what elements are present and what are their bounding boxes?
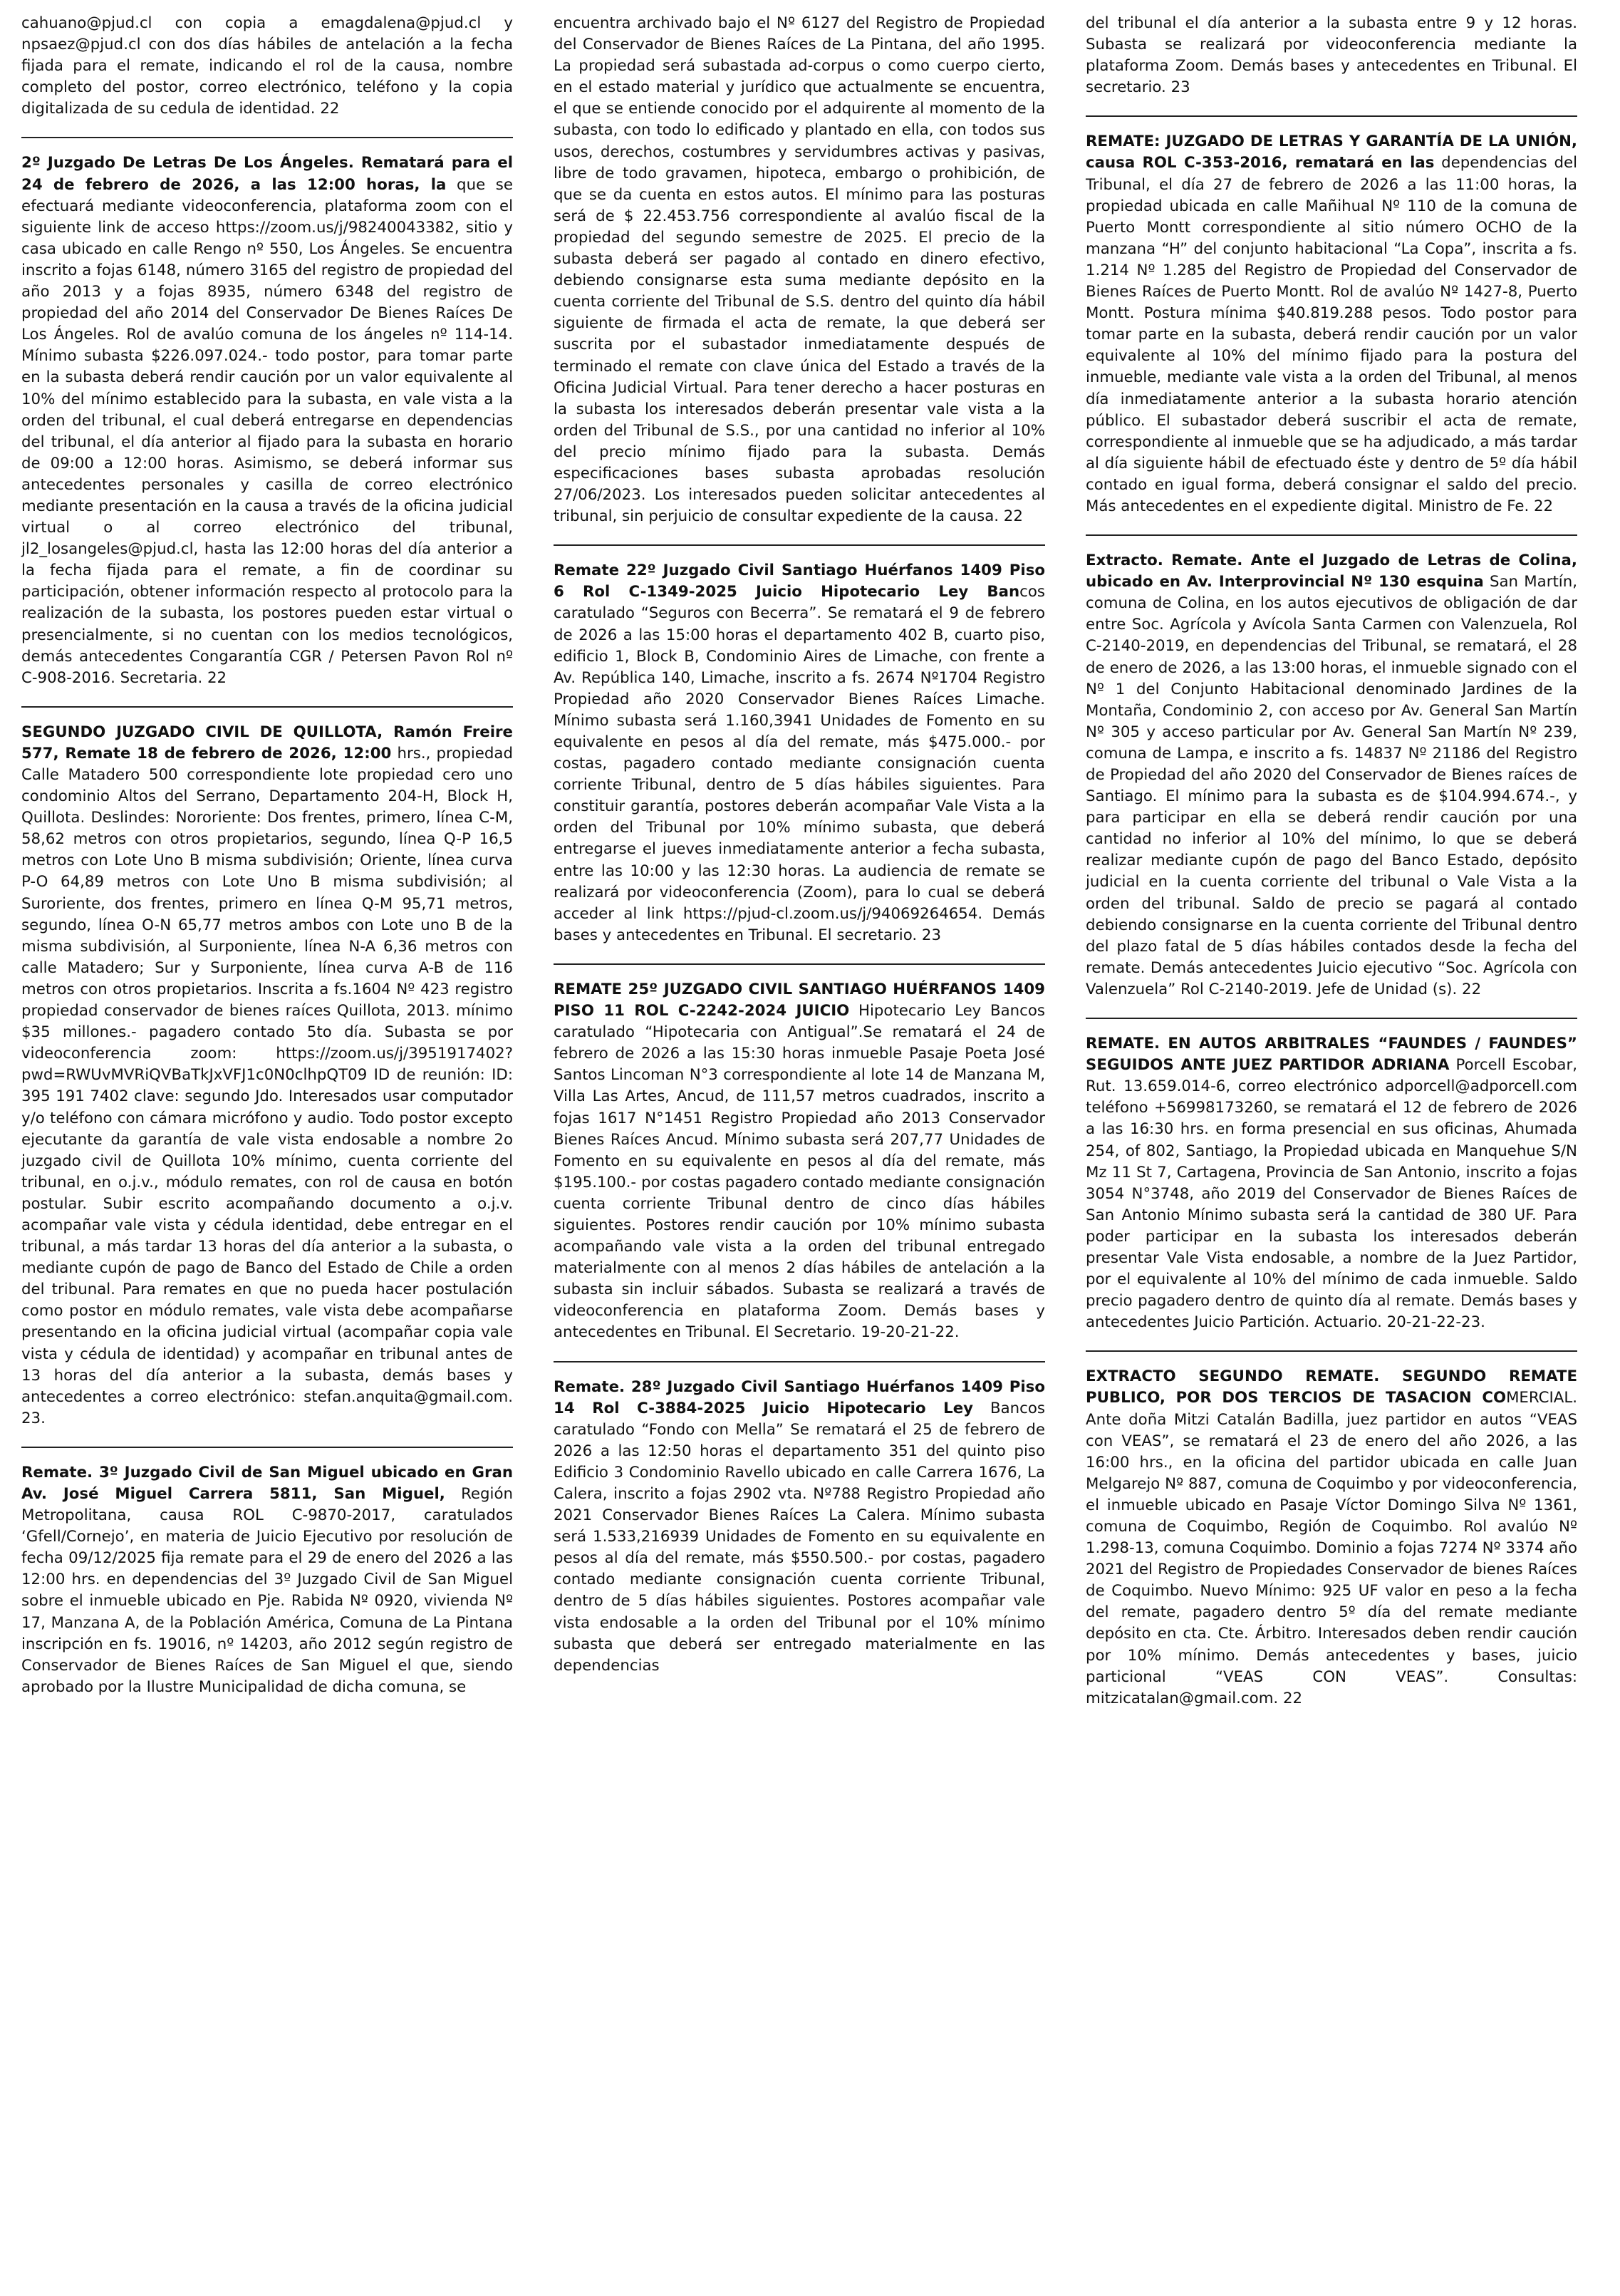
notice-divider bbox=[1086, 1350, 1577, 1352]
legal-notice: del tribunal el día anterior a la subasta entre 9 y 12 horas. Subasta se realizará por videoconferencia mediante la plataforma Zoom. Demás bases y antecedentes en Tribunal. El secretario. 23 bbox=[1086, 14, 1577, 97]
column-2 bbox=[554, 13, 1045, 1694]
legal-notice: REMATE 25º JUZGADO CIVIL SANTIAGO HUÉRFANOS 1409 PISO 11 ROL C-2242-2024 JUICIO Hipotecario Ley Bancos caratulado “Hipotecaria con Antigual”.Se rematará el 24 de febrero de 2026 a las 15:30 horas inmueble Pasaje Poeta José Santos Lincoman N°3 correspondiente al lote 14 de Manzana M, Villa Las Artes, Ancud, de 111,57 metros cuadrados, inscrito a fojas 1617 N°1451 Registro Propiedad año 2013 Conservador Bienes Raíces Ancud. Mínimo subasta será 207,77 Unidades de Fomento en su equivalente en pesos al día del remate, más $195.100.- por costas pagadero contado mediante consignación cuenta corriente Tribunal dentro de cinco días hábiles siguientes. Postores rendir caución por 10% mínimo subasta acompañando vale vista a la orden del tribunal entregado materialmente con al menos 2 días hábiles de antelación a la subasta sin incluir sábados. Subasta se realizará a través de videoconferencia en plataforma Zoom. Demás bases y antecedentes en Tribunal. El Secretario. 19-20-21-22. bbox=[554, 980, 1045, 1342]
notice-divider bbox=[1086, 1018, 1577, 1019]
notice-divider bbox=[21, 706, 513, 708]
legal-notice: REMATE: JUZGADO DE LETRAS Y GARANTÍA DE LA UNIÓN, causa ROL C-353-2016, rematará en las dependencias del Tribunal, el día 27 de febrero de 2026 a las 11:00 horas, la propiedad ubicada en calle Mañihual Nº 110 de la comuna de Puerto Montt correspondiente al sitio número OCHO de la manzana “H” del conjunto habitacional “La Copa”, inscrita a fs. 1.214 Nº 1.285 del Registro de Propiedad del Conservador de Bienes Raíces de Puerto Montt. Rol de avalúo Nº 1427-8, Puerto Montt. Postura mínima $40.819.288 pesos. Todo postor para tomar parte en la subasta, deberá rendir caución por un valor equivalente al 10% del mínimo fijado para la postura del inmueble, mediante vale vista a la orden del Tribunal, al menos día inmediatamente anterior a la subasta horario atención público. El subastador deberá suscribir el acta de remate, correspondiente al inmueble que se ha adjudicado, a más tardar al día siguiente hábil de efectuado éste y dentro de 5º día hábil contado en igual forma, deberá consignar el saldo del precio. Más antecedentes en el expediente digital. Ministro de Fe. 22 bbox=[1086, 133, 1577, 515]
legal-notice: EXTRACTO SEGUNDO REMATE. SEGUNDO REMATE PUBLICO, POR DOS TERCIOS DE TASACION COMERCIAL. Ante doña Mitzi Catalán Badilla, juez partidor en autos “VEAS con VEAS”, se rematará el 23 de enero del año 2026, a las 16:00 hrs., en la oficina del partidor ubicada en calle Juan Melgarejo Nº 887, comuna de Coquimbo y por videoconferencia, el inmueble ubicado en Pasaje Víctor Domingo Silva Nº 1361, comuna de Coquimbo, Región de Coquimbo. Rol avalúo Nº 1.298-13, comuna Coquimbo. Dominio a fojas 7274 Nº 3374 año 2021 del Registro de Propiedades Conservador de bienes Raíces de Coquimbo. Nuevo Mínimo: 925 UF valor en peso a la fecha del remate, pagadero dentro 5º día del remate mediante depósito en cta. Cte. Árbitro. Interesados deben rendir caución por 10% mínimo. Demás antecedentes y bases, juicio particional “VEAS CON VEAS”. Consultas: mitzicatalan@gmail.com. 22 bbox=[1086, 1367, 1577, 1707]
legal-notice: encuentra archivado bajo el Nº 6127 del Registro de Propiedad del Conservador de Bienes Raíces de La Pintana, del año 1995. La propiedad será subastada ad-corpus o como cuerpo cierto, en el estado material y jurídico que actualmente se encuentra, el que se entiende conocido por el adquirente al momento de la subasta, con todo lo edificado y plantado en ella, con todos sus usos, derechos, costumbres y servidumbres activas y pasivas, libre de todo gravamen, hipoteca, embargo o prohibición, de que se da cuenta en estos autos. El mínimo para las posturas será de $ 22.453.756 correspondiente al avalúo fiscal de la propiedad del segundo semestre de 2025. El precio de la subasta deberá ser pagado al contado en dinero efectivo, debiendo consignarse esta suma mediante depósito en la cuenta corriente del Tribunal de S.S. dentro del quinto día hábil siguiente de firmada el acta de remate, la que deberá ser suscrita por el subastador inmediatamente después de terminado el remate con clave única del Estado a través de la Oficina Judicial Virtual. Para tener derecho a hacer posturas en la subasta los interesados deberán presentar vale vista a la orden del Tribunal de S.S., por una cantidad no inferior al 10% del precio mínimo fijado para la subasta. Demás especificaciones bases subasta aprobadas resolución 27/06/2023. Los interesados pueden solicitar antecedentes al tribunal, sin perjuicio de consultar expediente de la causa. 22 bbox=[554, 14, 1045, 526]
notice-divider bbox=[1086, 534, 1577, 536]
notice-divider bbox=[21, 137, 513, 138]
notice-divider bbox=[1086, 115, 1577, 117]
legal-notice: SEGUNDO JUZGADO CIVIL DE QUILLOTA, Ramón Freire 577, Remate 18 de febrero de 2026, 12:00 hrs., propiedad Calle Matadero 500 correspondiente lote propiedad cero uno condominio Altos del Serrano, Departamento 204-H, Block H, Quillota. Deslindes: Nororiente: Dos frentes, primero, línea C-M, 58,62 metros con otros propietarios, segundo, línea Q-P 16,5 metros con Lote Uno B misma subdivisión; Oriente, línea curva P-O 64,89 metros con Lote Uno B misma subdivisión; al Suroriente, dos frentes, primero en línea Q-M 95,71 metros, segundo, línea O-N 65,77 metros ambos con Lote uno B de la misma subdivisión, al Surponiente, línea N-A 6,36 metros con calle Matadero; Sur y Surponiente, línea curva A-B de 116 metros con otros propietarios. Inscrita a fs.1604 Nº 423 registro propiedad conservador de bienes raíces Quillota, 2013. mínimo $35 millones.- pagadero contado 5to día. Subasta se por videoconferencia zoom: https://zoom.us/j/3951917402?pwd=RWUvMVRiQVBaTkJxVFJ1c0N0clhpQT09 ID de reunión: ID: 395 191 7402 clave: segundo Jdo. Interesados usar computador y/o teléfono con cámara micrófono y audio. Todo postor excepto ejecutante da garantía de vale vista endosable a nombre 2o juzgado civil de Quillota 10% mínimo, cuenta corriente del tribunal, en o.j.v., módulo remates, con rol de causa en botón postular. Subir escrito acompañando documento a o.j.v. acompañar vale vista y cédula identidad, debe entregar en el tribunal, a más tardar 13 horas del día anterior a la subasta, o mediante cupón de pago de Banco del Estado de Chile a orden del tribunal. Para remates en que no pueda hacer postulación como postor en módulo remates, vale vista debe acompañarse presentando en la oficina judicial virtual (acompañar copia vale vista y cédula de identidad) y acompañar en tribunal antes de 13 horas del día anterior a la subasta, demás bases y antecedentes a correo electrónico: stefan.anquita@gmail.com. 23. bbox=[21, 723, 513, 1427]
legal-notice: Remate. 28º Juzgado Civil Santiago Huérfanos 1409 Piso 14 Rol C-3884-2025 Juicio Hipotecario Ley Bancos caratulado “Fondo con Mella” Se rematará el 25 de febrero de 2026 a las 12:50 horas el departamento 351 del quinto piso Edificio 3 Condominio Ravello ubicado en calle Carrera 1676, La Calera, inscrito a fojas 2902 vta. Nº788 Registro Propiedad año 2021 Conservador Bienes Raíces La Calera. Mínimo subasta será 1.533,216939 Unidades de Fomento en su equivalente en pesos al día del remate, más $550.500.- por costas, pagadero contado mediante consignación cuenta corriente Tribunal, dentro de 5 días hábiles siguientes. Postores acompañar vale vista endosable a la orden del Tribunal por el 10% mínimo subasta que deberá ser entregado materialmente en las dependencias bbox=[554, 1377, 1045, 1675]
legal-notice: 2º Juzgado De Letras De Los Ángeles. Rematará para el 24 de febrero de 2026, a las 12:00 horas, la que se efectuará mediante videoconferencia, plataforma zoom con el siguiente link de acceso https://zoom.us/j/98240043382, sitio y casa ubicado en calle Rengo nº 550, Los Ángeles. Se encuentra inscrito a fojas 6148, número 3165 del registro de propiedad del año 2013 y a fojas 8935, número 6348 del registro de propiedad del año 2014 del Conservador De Bienes Raíces De Los Ángeles. Rol de avalúo comuna de los ángeles nº 114-14. Mínimo subasta $226.097.024.- todo postor, para tomar parte en la subasta deberá rendir caución por un valor equivalente al 10% del mínimo establecido para la subasta, en vale vista a la orden del tribunal, el cual deberá entregarse en dependencias del tribunal, el día anterior al fijado para la subasta en horario de 09:00 a 12:00 horas. Asimismo, se deberá informar sus antecedentes personales y casilla de correo electrónico mediante presentación en la causa a través de la oficina judicial virtual o al correo electrónico del tribunal, jl2_losangeles@pjud.cl, hasta las 12:00 horas del día anterior a la fecha fijada para el remate, a fin de coordinar su participación, obtener información respecto al protocolo para la realización de la subasta, los postores pueden estar virtual o presencialmente, si no cuentan con los medios tecnológicos, demás antecedentes Congarantía CGR / Petersen Pavon Rol nº C-908-2016. Secretaria. 22 bbox=[21, 154, 513, 687]
notice-divider bbox=[554, 544, 1045, 546]
notice-divider bbox=[21, 1447, 513, 1448]
legal-notice: Extracto. Remate. Ante el Juzgado de Letras de Colina, ubicado en Av. Interprovincial Nº 130 esquina San Martín, comuna de Colina, en los autos ejecutivos de obligación de dar entre Soc. Agrícola y Avícola Santa Carmen con Valenzuela, Rol C-2140-2019, en dependencias del Tribunal, se rematará, el 28 de enero de 2026, a las 13:00 horas, el inmueble signado con el Nº 1 del Conjunto Habitacional denominado Jardines de la Montaña, Condominio 2, con acceso por Av. General San Martín Nº 305 y acceso particular por Av. General San Martín Nº 239, comuna de Lampa, e inscrito a fs. 14837 Nº 21186 del Registro de Propiedad del año 2020 del Conservador de Bienes raíces de Santiago. El mínimo para la subasta es de $104.994.674.-, y para participar en ella se deberá rendir caución por una cantidad no inferior al 10% del mínimo, lo que se deberá realizar mediante cupón de pago del Banco Estado, depósito judicial en la cuenta corriente del tribunal o Vale Vista a la orden del tribunal. Saldo de precio se pagará al contado debiendo consignarse en la cuenta corriente del Tribunal dentro del plazo fatal de 5 días hábiles contados desde la fecha del remate. Demás antecedentes Juicio ejecutivo “Soc. Agrícola con Valenzuela” Rol C-2140-2019. Jefe de Unidad (s). 22 bbox=[1086, 552, 1577, 998]
legal-notice: REMATE. EN AUTOS ARBITRALES “FAUNDES / FAUNDES” SEGUIDOS ANTE JUEZ PARTIDOR ADRIANA Porcell Escobar, Rut. 13.659.014-6, correo electrónico adporcell@adporcell.com teléfono +56998173260, se rematará el 12 de febrero de 2026 a las 16:30 hrs. en forma presencial en sus oficinas, Ahumada 254, of 802, Santiago, la Propiedad ubicada en Manquehue S/N Mz 11 St 7, Cartagena, Provincia de San Antonio, inscrito a fojas 3054 N°3748, año 2019 del Conservador de Bienes Raíces de San Antonio Mínimo subasta será la cantidad de 380 UF. Para poder participar en la subasta los interesados deberán presentar Vale Vista endosable, a nombre de la Juez Partidor, por el equivalente al 10% del mínimo de cada inmueble. Saldo precio pagadero dentro de quinto día al remate. Demás bases y antecedentes Juicio Partición. Actuario. 20-21-22-23. bbox=[1086, 1035, 1577, 1332]
notice-divider bbox=[554, 1361, 1045, 1362]
notice-divider bbox=[554, 963, 1045, 965]
legal-notice: cahuano@pjud.cl con copia a emagdalena@pjud.cl y npsaez@pjud.cl con dos días hábiles de antelación a la fecha fijada para el remate, indicando el rol de la causa, nombre completo del postor, correo electrónico, teléfono y la copia digitalizada de su cedula de identidad. 22 bbox=[21, 14, 513, 118]
column-1 bbox=[21, 13, 513, 1715]
legal-notice: Remate 22º Juzgado Civil Santiago Huérfanos 1409 Piso 6 Rol C-1349-2025 Juicio Hipotecario Ley Bancos caratulado “Seguros con Becerra”. Se rematará el 9 de febrero de 2026 a las 15:00 horas el departamento 402 B, cuarto piso, edificio 1, Block B, Condominio Aires de Limache, con frente a Av. República 140, Limache, inscrito a fs. 2674 Nº1704 Registro Propiedad año 2020 Conservador Bienes Raíces Limache. Mínimo subasta será 1.160,3941 Unidades de Fomento en su equivalente en pesos al día del remate, más $475.000.- por costas, pagadero contado mediante consignación cuenta corriente Tribunal, dentro de 5 días hábiles siguientes. Para constituir garantía, postores deberán acompañar Vale Vista a la orden del Tribunal por 10% mínimo subasta, que deberá entregarse el jueves inmediatamente anterior a fecha subasta, entre las 10:00 y las 12:30 horas. La audiencia de remate se realizará por videoconferencia (Zoom), para lo cual se deberá acceder al link https://pjud-cl.zoom.us/j/94069264654. Demás bases y antecedentes en Tribunal. El secretario. 23 bbox=[554, 562, 1045, 944]
legal-notice: Remate. 3º Juzgado Civil de San Miguel ubicado en Gran Av. José Miguel Carrera 5811, San Miguel, Región Metropolitana, causa ROL C-9870-2017, caratulados ‘Gfell/Cornejo’, en materia de Juicio Ejecutivo por resolución de fecha 09/12/2025 fija remate para el 29 de enero del 2026 a las 12:00 hrs. en dependencias del 3º Juzgado Civil de San Miguel sobre el inmueble ubicado en Pje. Rabida Nº 0920, vivienda Nº 17, Manzana A, de la Población América, Comuna de La Pintana inscripción en fs. 19016, nº 14203, año 2012 según registro de Conservador de Bienes Raíces de San Miguel el que, siendo aprobado por la Ilustre Municipalidad de dicha comuna, se bbox=[21, 1463, 513, 1696]
column-3 bbox=[1086, 13, 1577, 1727]
